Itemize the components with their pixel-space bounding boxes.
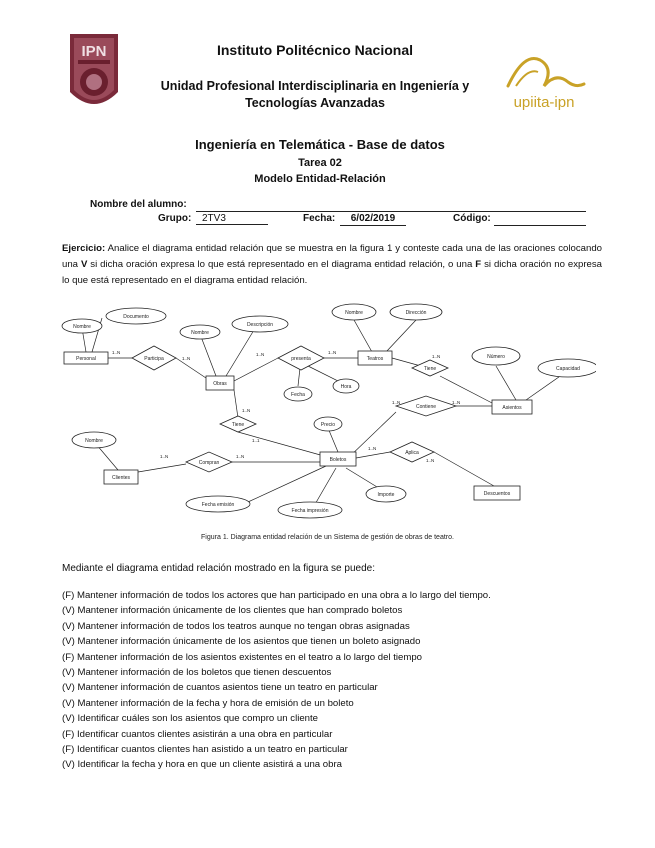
attr-personal-documento-label: Documento: [123, 314, 149, 320]
code-field[interactable]: [494, 213, 586, 226]
unit-title: [140, 78, 490, 112]
answer-row: (F) Identificar cuantos clientes han asistido a un teatro en particular: [62, 743, 348, 755]
instructions-paragraph: [62, 241, 602, 289]
answer-mark[interactable]: V: [65, 666, 72, 678]
attr-clientes-nombre-label: Nombre: [85, 438, 103, 444]
card-6: 1..N: [432, 354, 441, 359]
attr-presenta-hora-label: Hora: [340, 384, 352, 390]
topic-title: Modelo Entidad-Relación: [254, 173, 386, 185]
date-label: Fecha:: [303, 213, 336, 224]
card-5: 1..N: [242, 408, 251, 413]
answer-mark[interactable]: V: [65, 636, 72, 648]
entity-boletos-label: Boletos: [329, 457, 347, 463]
attr-personal-nombre-label: Nombre: [73, 324, 91, 330]
rel-tiene-2-label: Tiene: [423, 366, 437, 372]
unit-title-line1: Unidad Profesional Interdisciplinaria en Ingeniería y: [160, 79, 470, 93]
answer-text: Mantener información de todos los actores que han participado en una obra a lo largo del tiempo.: [76, 590, 491, 601]
answer-text: Mantener información únicamente de los asientos que tienen un boleto asignado: [77, 636, 421, 648]
ipn-logo-text: IPN: [81, 43, 107, 60]
attr-boletos-fecha-emision-label: Fecha emisión: [201, 502, 235, 508]
entity-clientes-label: Clientes: [111, 475, 131, 481]
code-label: Código:: [453, 213, 491, 224]
card-8: 1..N: [452, 400, 461, 405]
answer-mark[interactable]: F: [65, 651, 72, 663]
card-9: 1..N: [160, 454, 169, 459]
institution-title: Instituto Politécnico Nacional: [216, 42, 414, 58]
answers-list: [62, 588, 622, 773]
rel-contiene-label: Contiene: [415, 404, 437, 410]
attr-teatros-nombre-label: Nombre: [345, 310, 363, 316]
answer-row: (V) Identificar la fecha y hora en que un cliente asistirá a una obra: [62, 759, 343, 771]
card-2: 1..N: [182, 356, 191, 361]
card-3: 1..N: [256, 352, 265, 357]
instructions-lead: Ejercicio:: [62, 243, 106, 254]
answer-text: Mantener información de los asientos existentes en el teatro a lo largo del tiempo: [76, 651, 422, 663]
attr-obras-descripcion-label: Descripción: [246, 322, 274, 328]
attr-teatros-direccion-label: Dirección: [405, 310, 427, 316]
attr-asientos-numero-label: Número: [487, 354, 505, 360]
card-13: 1..1: [252, 438, 260, 443]
answer-text: Mantener información únicamente de los clientes que han comprado boletos: [77, 605, 403, 617]
answer-row: (V) Mantener información de los boletos que tienen descuentos: [62, 666, 332, 678]
rel-tiene-1-label: Tiene: [231, 422, 245, 428]
ipn-logo: [64, 30, 124, 116]
rel-participa-label: Participa: [144, 356, 164, 362]
attr-asientos-capacidad-label: Capacidad: [556, 366, 580, 372]
er-diagram: [56, 296, 596, 528]
figure-caption: Figura 1. Diagrama entidad relación de un Sistema de gestión de obras de teatro.: [201, 534, 454, 541]
answer-mark[interactable]: V: [65, 605, 72, 617]
answer-row: (V) Mantener información de todos los teatros aunque no tengan obras asignadas: [62, 620, 410, 632]
answer-text: Mantener información de cuantos asientos tiene un teatro en particular: [77, 682, 378, 694]
entity-personal-label: Personal: [76, 356, 96, 362]
name-field[interactable]: [196, 199, 586, 212]
attr-obras-nombre-label: Nombre: [191, 330, 209, 336]
answer-row: (V) Mantener información de cuantos asientos tiene un teatro en particular: [62, 682, 378, 694]
answer-text: Identificar cuáles son los asientos que compro un cliente: [77, 713, 318, 725]
entity-descuentos-label: Descuentos: [483, 491, 511, 497]
answer-mark[interactable]: V: [65, 713, 72, 725]
answer-mark[interactable]: V: [65, 759, 72, 771]
upiita-logo-text: upiita-ipn: [513, 94, 575, 111]
instructions-text3: si dicha oración no expresa lo que está representado en el diagrama entidad relación.: [62, 259, 602, 286]
answer-row: (F) Identificar cuantos clientes asistirán a una obra en particular: [62, 728, 333, 740]
answer-mark[interactable]: V: [65, 697, 72, 709]
instructions-text2: si dicha oración expresa lo que está representado en el diagrama entidad relación, o una: [87, 259, 476, 270]
rel-aplica-label: Aplica: [405, 450, 419, 456]
relationships: [132, 346, 456, 472]
answer-text: Identificar cuantos clientes han asistido a un teatro en particular: [76, 743, 348, 755]
answer-text: Mantener información de los boletos que tienen descuentos: [77, 666, 332, 678]
attr-boletos-fecha-impresion-label: Fecha impresión: [291, 508, 329, 514]
card-1: 1..N: [112, 350, 121, 355]
card-4: 1..N: [328, 350, 337, 355]
group-label: Grupo:: [158, 213, 192, 224]
answer-row: (V) Mantener información únicamente de los clientes que han comprado boletos: [62, 605, 403, 617]
questions-intro: Mediante el diagrama entidad relación mostrado en la figura se puede:: [62, 563, 375, 574]
answer-row: (V) Identificar cuáles son los asientos que compro un cliente: [62, 713, 318, 725]
rel-compran-label: Compran: [198, 460, 220, 466]
answer-row: (F) Mantener información de todos los actores que han participado en una obra a lo largo del tiempo.: [62, 590, 491, 601]
rel-presenta-label: presenta: [291, 356, 311, 362]
unit-title-line2: Tecnologías Avanzadas: [245, 96, 385, 110]
card-12: 1..N: [426, 458, 435, 463]
answer-text: Identificar cuantos clientes asistirán a una obra en particular: [76, 728, 333, 740]
group-field[interactable]: 2TV3: [196, 213, 268, 225]
date-field[interactable]: 6/02/2019: [340, 213, 406, 226]
card-7: 1..N: [392, 400, 401, 405]
answer-text: Identificar la fecha y hora en que un cliente asistirá a una obra: [77, 759, 343, 771]
entity-obras-label: Obras: [213, 381, 227, 387]
instructions-text1: Analice el diagrama entidad relación que se muestra en la figura 1 y conteste cada una de las oraciones colocando una: [62, 243, 602, 270]
answer-mark[interactable]: F: [65, 743, 72, 755]
instructions-v: V: [80, 259, 88, 270]
task-title: Tarea 02: [298, 157, 342, 169]
entities: [64, 351, 532, 500]
entity-asientos-label: Asientos: [502, 405, 522, 411]
attr-boletos-importe-label: Importe: [377, 492, 395, 498]
entity-teatros-label: Teatros: [366, 356, 384, 362]
answer-row: (V) Mantener información de la fecha y hora de emisión de un boleto: [62, 697, 354, 709]
answer-mark[interactable]: V: [65, 620, 72, 632]
attr-boletos-precio-label: Precio: [320, 422, 336, 428]
instructions-f: F: [475, 259, 482, 270]
card-10: 1..N: [236, 454, 245, 459]
answer-row: (V) Mantener información únicamente de los asientos que tienen un boleto asignado: [62, 636, 421, 648]
answer-text: Mantener información de todos los teatros aunque no tengan obras asignadas: [77, 620, 410, 632]
name-label: Nombre del alumno:: [90, 199, 187, 210]
answer-mark[interactable]: F: [65, 728, 72, 740]
answer-text: Mantener información de la fecha y hora de emisión de un boleto: [77, 697, 354, 709]
answer-mark[interactable]: F: [65, 590, 72, 601]
answer-row: (F) Mantener información de los asientos existentes en el teatro a lo largo del tiempo: [62, 651, 422, 663]
answer-mark[interactable]: V: [65, 682, 72, 694]
attr-presenta-fecha-label: Fecha: [291, 392, 305, 398]
card-11: 1..N: [368, 446, 377, 451]
course-title: Ingeniería en Telemática - Base de datos: [195, 137, 445, 152]
upiita-logo: [494, 42, 594, 112]
